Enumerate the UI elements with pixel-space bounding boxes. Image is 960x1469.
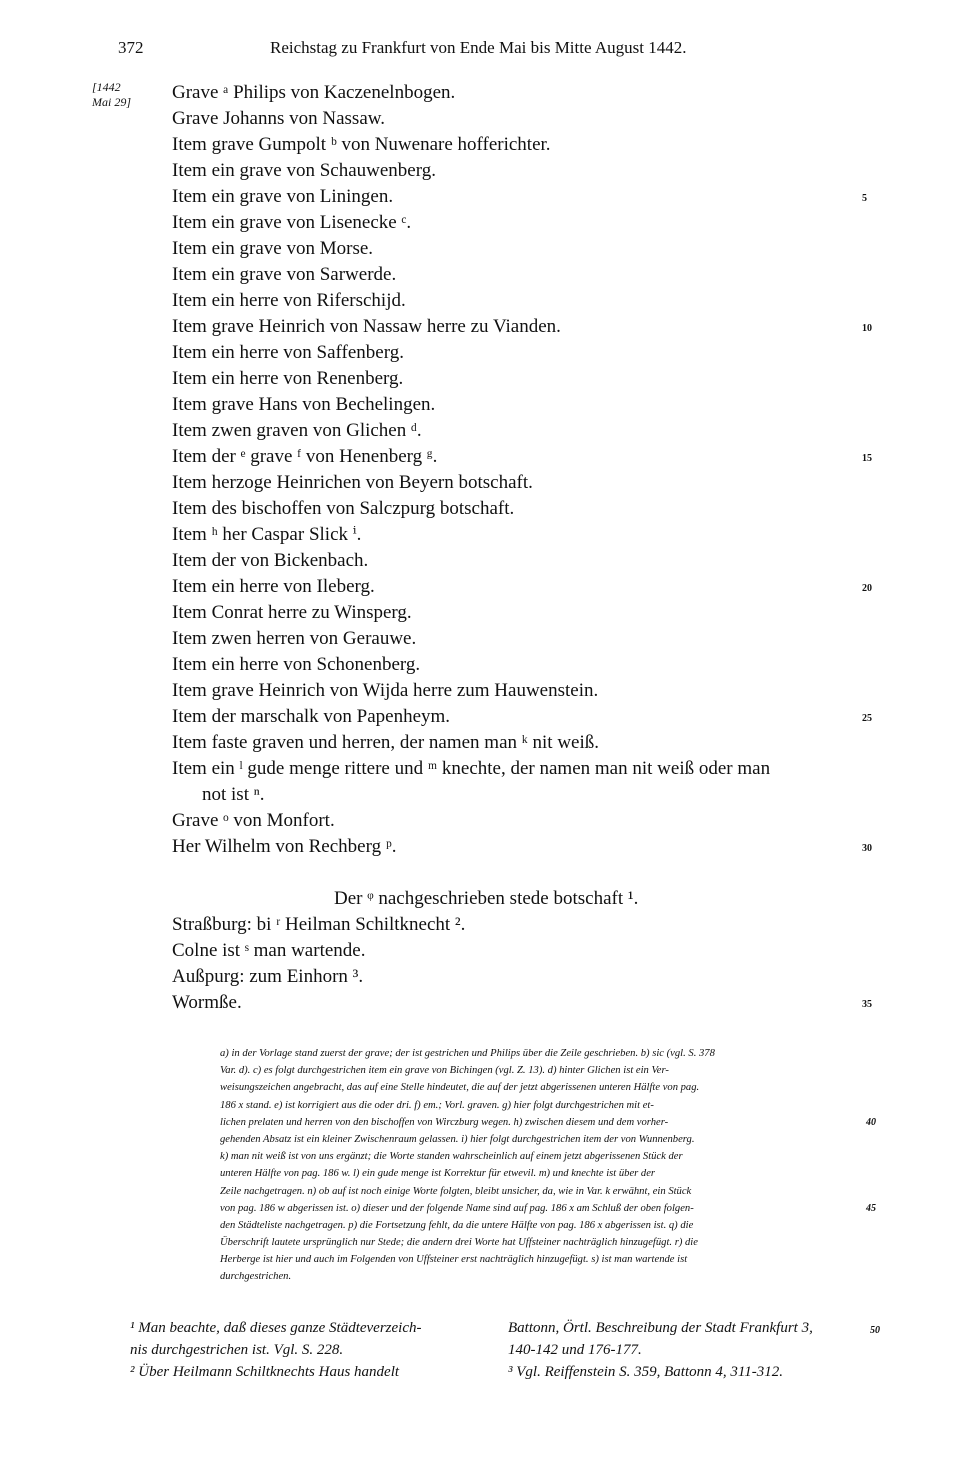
page-number: 372 xyxy=(118,38,144,57)
footnote-line: nis durchgestrichen ist. Vgl. S. 228. xyxy=(130,1342,344,1358)
list-entry xyxy=(172,262,862,288)
list-entry-text: Item ein ˡ gude menge rittere und ᵐ knechte, der namen man nit weiß oder man xyxy=(172,758,771,779)
city-entry-text: Wormße. xyxy=(172,992,242,1013)
line-number: 15 xyxy=(862,453,872,464)
list-entry-text: Item zwen graven von Glichen ᵈ. xyxy=(172,420,422,441)
apparatus-line xyxy=(220,1097,860,1114)
apparatus-line-text: Var. d). c) es folgt durchgestrichen item ein grave von Bichingen (vgl. Z. 13). d) hinter Glichen ist ein Ver- xyxy=(220,1065,669,1077)
critical-apparatus xyxy=(220,1045,876,1286)
list-entry xyxy=(172,314,872,340)
list-entry-text: Item der marschalk von Papenheym. xyxy=(172,706,451,727)
list-entry-text: not ist ⁿ. xyxy=(202,784,265,805)
list-entry xyxy=(172,106,862,132)
list-entry-text: Item grave Gumpolt ᵇ von Nuwenare hofferichter. xyxy=(172,134,551,155)
apparatus-line xyxy=(220,1183,860,1200)
footnotes-right-column xyxy=(508,1317,880,1383)
list-entry xyxy=(172,834,872,860)
margin-date-day: Mai 29] xyxy=(92,95,131,109)
footnote-line: ¹ Man beachte, daß dieses ganze Städteverzeich- xyxy=(130,1320,422,1336)
apparatus-line-text: Zeile nachgetragen. n) ob auf ist noch einige Worte folgten, bleibt unsicher, da, wie in Var. k erwähnt, ein Stück xyxy=(220,1185,692,1197)
line-number: 35 xyxy=(862,999,872,1010)
apparatus-line xyxy=(220,1251,860,1268)
city-entry xyxy=(172,990,872,1016)
apparatus-line xyxy=(220,1045,860,1062)
list-entry xyxy=(172,236,862,262)
list-entry xyxy=(172,626,862,652)
line-number: 25 xyxy=(862,713,872,724)
list-entry xyxy=(172,366,862,392)
list-entry-text: Item ein grave von Sarwerde. xyxy=(172,264,397,285)
list-entry xyxy=(172,392,862,418)
list-entry-text: Item ein grave von Lisenecke ᶜ. xyxy=(172,212,412,233)
list-entry xyxy=(172,340,862,366)
apparatus-line xyxy=(220,1200,876,1217)
apparatus-line xyxy=(220,1165,860,1182)
apparatus-line-text: 186 x stand. e) ist korrigiert aus die oder dri. f) em.; Vorl. graven. g) hier folgt durchgestrichen mit et- xyxy=(220,1099,654,1111)
list-entry-text: Item ein herre von Saffenberg. xyxy=(172,342,404,363)
margin-date xyxy=(92,80,131,110)
list-entry-text: Her Wilhelm von Rechberg ᵖ. xyxy=(172,836,397,857)
list-entry xyxy=(172,184,867,210)
list-entry-text: Item ein grave von Liningen. xyxy=(172,186,394,207)
list-entry xyxy=(172,158,862,184)
list-entry-text: Item des bischoffen von Salczpurg botschaft. xyxy=(172,498,515,519)
list-entry xyxy=(172,730,862,756)
list-entry-text: Item ein grave von Schauwenberg. xyxy=(172,160,436,181)
footnote-line: ² Über Heilmann Schiltknechts Haus handelt xyxy=(130,1364,400,1380)
list-entry xyxy=(172,210,862,236)
apparatus-line-text: gehenden Absatz ist ein kleiner Zwischenraum gelassen. i) hier folgt durchgestrichen item der von Wunnenberg. xyxy=(220,1133,695,1145)
running-title: Reichstag zu Frankfurt von Ende Mai bis Mitte August 1442. xyxy=(270,38,687,57)
apparatus-line xyxy=(220,1268,860,1285)
line-number: 5 xyxy=(862,193,867,204)
city-entry xyxy=(172,964,862,990)
apparatus-line-text: von pag. 186 w abgerissen ist. o) dieser und der folgende Name sind auf pag. 186 x am Schluß der oben folgen- xyxy=(220,1202,694,1214)
list-entry-text: Item ein grave von Morse. xyxy=(172,238,374,259)
apparatus-line-text: unteren Hälfte von pag. 186 w. l) ein gude menge ist Korrektur für etwevil. m) und knechte ist über der xyxy=(220,1168,656,1180)
list-entry xyxy=(172,652,862,678)
list-entry-text: Grave Johanns von Nassaw. xyxy=(172,108,385,129)
apparatus-line xyxy=(220,1062,860,1079)
list-entry-text: Item grave Heinrich von Nassaw herre zu Vianden. xyxy=(172,316,561,337)
apparatus-line xyxy=(220,1148,860,1165)
attendee-list xyxy=(172,80,872,860)
list-entry-text: Item ein herre von Riferschijd. xyxy=(172,290,406,311)
city-entry-text: Außpurg: zum Einhorn ³. xyxy=(172,966,364,987)
apparatus-line xyxy=(220,1131,860,1148)
city-entry xyxy=(172,938,862,964)
apparatus-line xyxy=(220,1079,860,1096)
footnotes-left-column xyxy=(130,1317,488,1383)
list-entry-text: Item ein herre von Renenberg. xyxy=(172,368,404,389)
city-entry xyxy=(172,912,862,938)
page-header xyxy=(118,38,858,62)
list-entry-text: Item zwen herren von Gerauwe. xyxy=(172,628,417,649)
list-entry-text: Grave ᵃ Philips von Kaczenelnbogen. xyxy=(172,82,456,103)
list-entry xyxy=(172,444,872,470)
list-entry xyxy=(172,418,862,444)
apparatus-line-text: Herberge ist hier und auch im Folgenden von Uffsteiner erst nachträglich hinzugefügt. s) ist man wartende ist xyxy=(220,1254,688,1266)
footnote-line-text: Battonn, Örtl. Beschreibung der Stadt Frankfurt 3, xyxy=(508,1320,813,1336)
line-number: 30 xyxy=(862,843,872,854)
apparatus-line-text: Überschrift lautete ursprünglich nur Stede; die andern drei Worte hat Uffsteiner nachträglich hinzugefügt. r) die xyxy=(220,1237,698,1249)
apparatus-line xyxy=(220,1114,876,1131)
line-number: 20 xyxy=(862,583,872,594)
list-entry-text: Item der ᵉ grave ᶠ von Henenberg ᵍ. xyxy=(172,446,438,467)
list-entry xyxy=(172,548,862,574)
list-entry xyxy=(172,574,872,600)
list-entry xyxy=(172,808,862,834)
apparatus-line xyxy=(220,1217,860,1234)
line-number: 40 xyxy=(866,1116,876,1128)
list-entry xyxy=(172,496,862,522)
apparatus-line-text: den Städteliste nachgetragen. p) die Fortsetzung fehlt, da die untere Hälfte von pag. 186 x abgerissen ist. q) die xyxy=(220,1219,694,1231)
line-number: 50 xyxy=(870,1325,880,1336)
margin-date-year: [1442 xyxy=(92,80,121,94)
list-entry-text: Grave ᵒ von Monfort. xyxy=(172,810,335,831)
list-entry xyxy=(172,470,862,496)
list-entry-text: Item ein herre von Ileberg. xyxy=(172,576,375,597)
footnote-line xyxy=(508,1361,868,1383)
list-entry xyxy=(172,132,862,158)
city-list xyxy=(172,912,872,1016)
list-entry xyxy=(172,704,872,730)
city-entry-text: Straßburg: bi ʳ Heilman Schiltknecht ². xyxy=(172,914,466,935)
footnote-line xyxy=(508,1339,868,1361)
list-entry-text: Item grave Hans von Bechelingen. xyxy=(172,394,436,415)
footnote-line-text: ³ Vgl. Reiffenstein S. 359, Battonn 4, 311-312. xyxy=(508,1364,784,1380)
list-entry xyxy=(172,80,862,106)
line-number: 45 xyxy=(866,1202,876,1214)
list-entry xyxy=(172,756,862,782)
list-entry-text: Item herzoge Heinrichen von Beyern botschaft. xyxy=(172,472,533,493)
footnote-line xyxy=(508,1317,880,1339)
apparatus-line-text: k) man nit weiß ist von uns ergänzt; die Worte standen wahrscheinlich auf einem jetzt abgerissenen Stück der xyxy=(220,1151,683,1163)
list-entry xyxy=(172,288,862,314)
apparatus-line-text: lichen prelaten und herren von den bischoffen von Wirczburg wegen. h) zwischen diesem und dem vorher- xyxy=(220,1116,669,1128)
apparatus-line xyxy=(220,1234,860,1251)
list-entry-text: Item Conrat herre zu Winsperg. xyxy=(172,602,412,623)
list-entry xyxy=(172,522,862,548)
list-entry-text: Item der von Bickenbach. xyxy=(172,550,369,571)
section-heading: Der ᵠ nachgeschrieben stede botschaft ¹. xyxy=(334,888,639,909)
list-entry-text: Item faste graven und herren, der namen man ᵏ nit weiß. xyxy=(172,732,599,753)
list-entry-text: Item grave Heinrich von Wijda herre zum Hauwenstein. xyxy=(172,680,599,701)
apparatus-line-text: durchgestrichen. xyxy=(220,1271,292,1283)
footnote-line-text: 140-142 und 176-177. xyxy=(508,1342,642,1358)
line-number: 10 xyxy=(862,323,872,334)
city-entry-text: Colne ist ˢ man wartende. xyxy=(172,940,366,961)
apparatus-line-text: a) in der Vorlage stand zuerst der grave; der ist gestrichen und Philips über die Zeile geschrieben. b) sic (vgl. S. 378 xyxy=(220,1048,715,1059)
apparatus-line-text: weisungszeichen angebracht, das auf eine Stelle hindeutet, die auf der jetzt abgerissenen unteren Hälfte von pag. xyxy=(220,1082,700,1094)
list-entry-text: Item ein herre von Schonenberg. xyxy=(172,654,421,675)
list-entry xyxy=(172,782,862,808)
list-entry-text: Item ʰ her Caspar Slick ⁱ. xyxy=(172,524,362,545)
list-entry xyxy=(172,600,862,626)
list-entry xyxy=(172,678,862,704)
